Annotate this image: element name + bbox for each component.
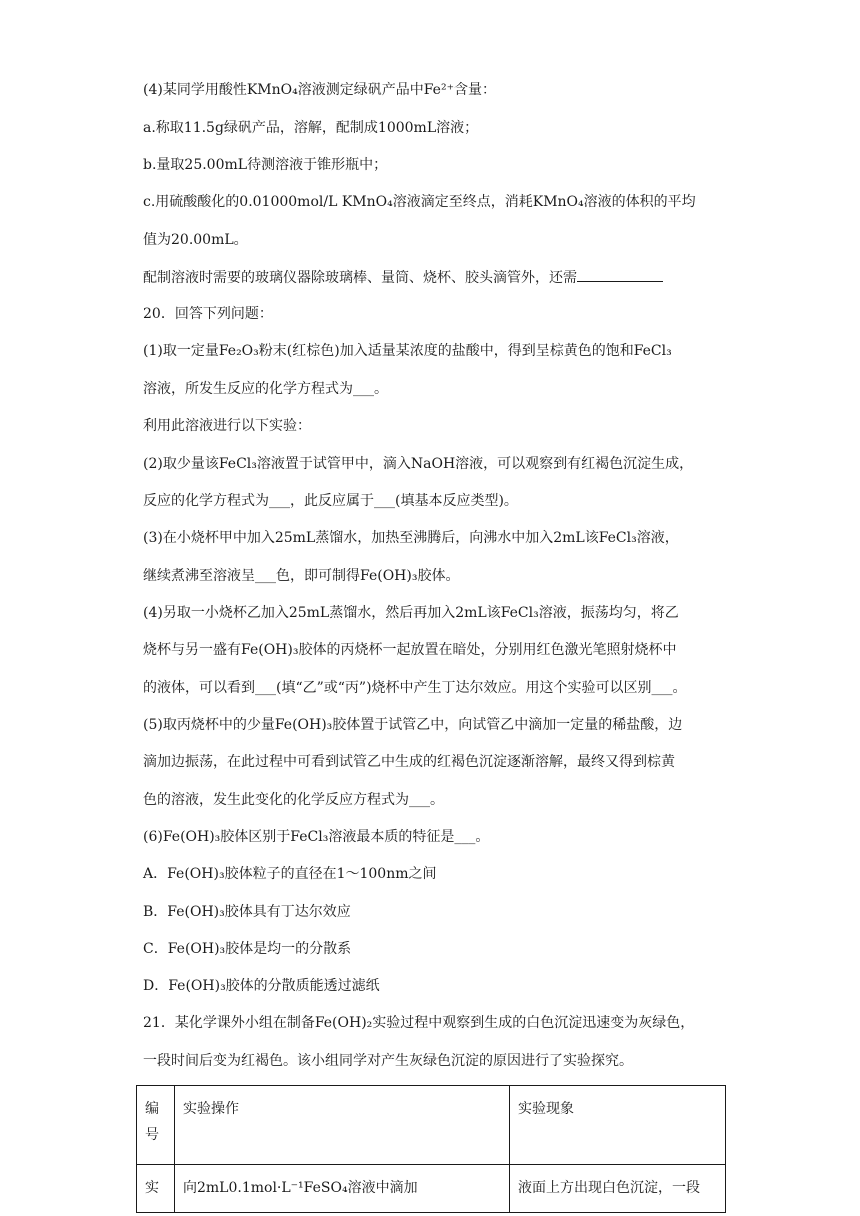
experiment-table xyxy=(136,1085,726,1213)
q20-p1-line2: 溶液，所发生反应的化学方程式为___。 xyxy=(143,381,388,397)
q20-p5-line3: 色的溶液，发生此变化的化学反应方程式为___。 xyxy=(143,792,444,808)
row-observation: 液面上方出现白色沉淀，一段 xyxy=(510,1165,726,1213)
table-header-row xyxy=(137,1086,726,1165)
table-row xyxy=(137,1165,726,1213)
q20-option-c: C．Fe(OH)₃胶体是均一的分散系 xyxy=(143,941,352,957)
q20-p2-line2: 反应的化学方程式为___，此反应属于___(填基本反应类型)。 xyxy=(143,493,518,509)
q19-4-question xyxy=(143,267,663,288)
q21-line2: 一段时间后变为红褐色。该小组同学对产生灰绿色沉淀的原因进行了实验探究。 xyxy=(143,1053,633,1069)
q19-4-question-text: 配制溶液时需要的玻璃仪器除玻璃棒、量筒、烧杯、胶头滴管外，还需 xyxy=(143,270,577,286)
q20-option-d: D．Fe(OH)₃胶体的分散质能透过滤纸 xyxy=(143,978,380,994)
q20-option-b: B．Fe(OH)₃胶体具有丁达尔效应 xyxy=(143,904,351,920)
q20-p3-line1: (3)在小烧杯甲中加入25mL蒸馏水，加热至沸腾后，向沸水中加入2mL该FeCl₃溶液， xyxy=(143,530,679,546)
q20-p1-line1: (1)取一定量Fe₂O₃粉末(红棕色)加入适量某浓度的盐酸中，得到呈棕黄色的饱和FeCl₃ xyxy=(143,343,672,359)
q19-4-step-b: b.量取25.00mL待测溶液于锥形瓶中； xyxy=(143,157,388,173)
row-operation: 向2mL0.1mol·L⁻¹FeSO₄溶液中滴加 xyxy=(175,1165,510,1213)
answer-blank xyxy=(577,267,663,282)
q21-line1: 21．某化学课外小组在制备Fe(OH)₂实验过程中观察到生成的白色沉淀迅速变为灰绿色， xyxy=(143,1015,695,1031)
q19-4-step-c-line2: 值为20.00mL。 xyxy=(143,232,248,248)
q19-4-step-a: a.称取11.5g绿矾产品，溶解，配制成1000mL溶液； xyxy=(143,120,479,136)
q20-title: 20．回答下列问题： xyxy=(143,306,273,322)
header-number: 编号 xyxy=(137,1086,175,1165)
q20-p3-line2: 继续煮沸至溶液呈___色，即可制得Fe(OH)₃胶体。 xyxy=(143,568,460,584)
q19-4-intro: (4)某同学用酸性KMnO₄溶液测定绿矾产品中Fe²⁺含量： xyxy=(143,82,496,98)
q20-p5-line2: 滴加边振荡，在此过程中可看到试管乙中生成的红褐色沉淀逐渐溶解，最终又得到棕黄 xyxy=(143,754,675,770)
q20-option-a: A．Fe(OH)₃胶体粒子的直径在1～100nm之间 xyxy=(143,866,437,882)
q20-p2-line1: (2)取少量该FeCl₃溶液置于试管甲中，滴入NaOH溶液，可以观察到有红褐色沉淀生成， xyxy=(143,456,694,472)
header-operation: 实验操作 xyxy=(175,1086,510,1165)
q20-p6: (6)Fe(OH)₃胶体区别于FeCl₃溶液最本质的特征是___。 xyxy=(143,829,490,845)
row-number: 实 xyxy=(137,1165,175,1213)
q20-p5-line1: (5)取丙烧杯中的少量Fe(OH)₃胶体置于试管乙中，向试管乙中滴加一定量的稀盐酸，边 xyxy=(143,717,683,733)
q20-p4-line1: (4)另取一小烧杯乙加入25mL蒸馏水，然后再加入2mL该FeCl₃溶液，振荡均匀，将乙 xyxy=(143,605,679,621)
q20-p4-line3: 的液体，可以看到___(填“乙”或“丙”)烧杯中产生丁达尔效应。用这个实验可以区别___。 xyxy=(143,680,687,696)
q19-4-step-c-line1: c.用硫酸酸化的0.01000mol/L KMnO₄溶液滴定至终点，消耗KMnO₄溶液的体积的平均 xyxy=(143,194,696,210)
header-observation: 实验现象 xyxy=(510,1086,726,1165)
q20-note: 利用此溶液进行以下实验： xyxy=(143,418,311,434)
q20-p4-line2: 烧杯与另一盛有Fe(OH)₃胶体的丙烧杯一起放置在暗处，分别用红色激光笔照射烧杯中 xyxy=(143,642,677,658)
